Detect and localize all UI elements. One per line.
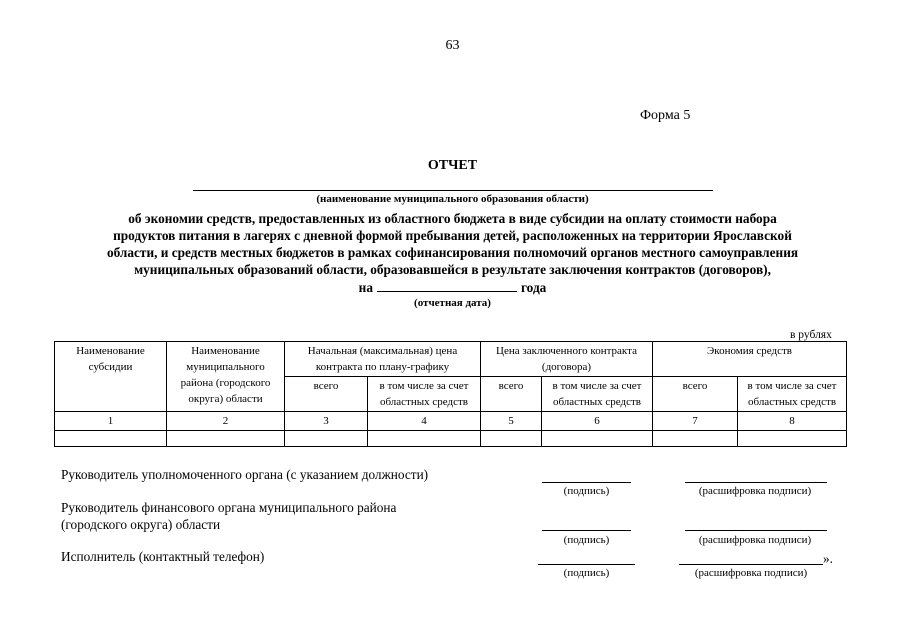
header-district: Наименование муниципального района (городского округа) области	[167, 342, 285, 412]
report-description	[40, 210, 865, 278]
signature-caption: (подпись)	[563, 485, 610, 497]
header-initial-price: Начальная (максимальная) цена контракта по плану-графику	[285, 342, 481, 377]
date-suffix: года	[520, 280, 547, 295]
date-prefix: на	[358, 280, 373, 295]
currency-note: в рублях	[790, 329, 832, 341]
signature-decode-caption: (расшифровка подписи)	[694, 567, 808, 579]
form-label: Форма 5	[640, 108, 691, 123]
page-number: 63	[445, 38, 460, 53]
signature-decode-line[interactable]	[679, 564, 823, 565]
header-subsidy: Наименование субсидии	[55, 342, 167, 412]
table-cell[interactable]	[738, 431, 847, 447]
report-date-line	[0, 279, 905, 296]
signature-decode-caption: (расшифровка подписи)	[698, 534, 812, 546]
header-savings: Экономия средств	[653, 342, 847, 377]
signature-line[interactable]	[542, 482, 631, 483]
date-blank	[377, 279, 517, 292]
signature-decode-line[interactable]	[685, 530, 827, 531]
report-title: ОТЧЕТ	[427, 158, 478, 173]
signature-line[interactable]	[538, 564, 635, 565]
report-table	[54, 341, 847, 447]
table-cell[interactable]	[481, 431, 542, 447]
description-line: муниципальных образований области, образовавшейся в результате заключения контрактов (договоров),	[134, 262, 771, 277]
head-finance-label-line: (городского округа) области	[61, 517, 221, 532]
table-header-row	[55, 342, 847, 377]
header-contract-price: Цена заключенного контракта (договора)	[481, 342, 653, 377]
signature-line[interactable]	[542, 530, 631, 531]
column-number: 5	[481, 412, 542, 431]
subheader-total: всего	[653, 377, 738, 412]
signature-caption: (подпись)	[563, 534, 610, 546]
table-cell[interactable]	[542, 431, 653, 447]
table-cell[interactable]	[167, 431, 285, 447]
table-cell[interactable]	[285, 431, 368, 447]
closing-quote: ».	[823, 551, 833, 566]
table-cell[interactable]	[55, 431, 167, 447]
table-cell[interactable]	[368, 431, 481, 447]
head-finance-label-line: Руководитель финансового органа муниципального района	[61, 500, 397, 515]
column-number: 7	[653, 412, 738, 431]
subheader-regional: в том числе за счет областных средств	[738, 377, 847, 412]
subheader-total: всего	[481, 377, 542, 412]
description-line: области, и средств местных бюджетов в рамках софинансирования полномочий органов местного самоуправления	[106, 245, 799, 260]
table-number-row	[55, 412, 847, 431]
description-line: об экономии средств, предоставленных из областного бюджета в виде субсидии на оплату стоимости набора	[128, 211, 777, 226]
date-caption: (отчетная дата)	[414, 297, 491, 309]
column-number: 2	[167, 412, 285, 431]
subheader-regional: в том числе за счет областных средств	[368, 377, 481, 412]
signature-decode-line[interactable]	[685, 482, 827, 483]
head-authorized-body-label: Руководитель уполномоченного органа (с указанием должности)	[61, 467, 429, 482]
subheader-total: всего	[285, 377, 368, 412]
signature-decode-caption: (расшифровка подписи)	[698, 485, 812, 497]
executor-label: Исполнитель (контактный телефон)	[61, 549, 265, 564]
table-row	[55, 431, 847, 447]
municipality-caption: (наименование муниципального образования области)	[316, 193, 589, 205]
description-line: продуктов питания в лагерях с дневной формой пребывания детей, расположенных на территории Ярославской	[113, 228, 792, 243]
column-number: 3	[285, 412, 368, 431]
column-number: 8	[738, 412, 847, 431]
column-number: 1	[55, 412, 167, 431]
column-number: 6	[542, 412, 653, 431]
table-cell[interactable]	[653, 431, 738, 447]
subheader-regional: в том числе за счет областных средств	[542, 377, 653, 412]
head-finance-body-label	[61, 499, 396, 533]
signature-caption: (подпись)	[563, 567, 610, 579]
column-number: 4	[368, 412, 481, 431]
municipality-blank-line	[193, 190, 713, 191]
